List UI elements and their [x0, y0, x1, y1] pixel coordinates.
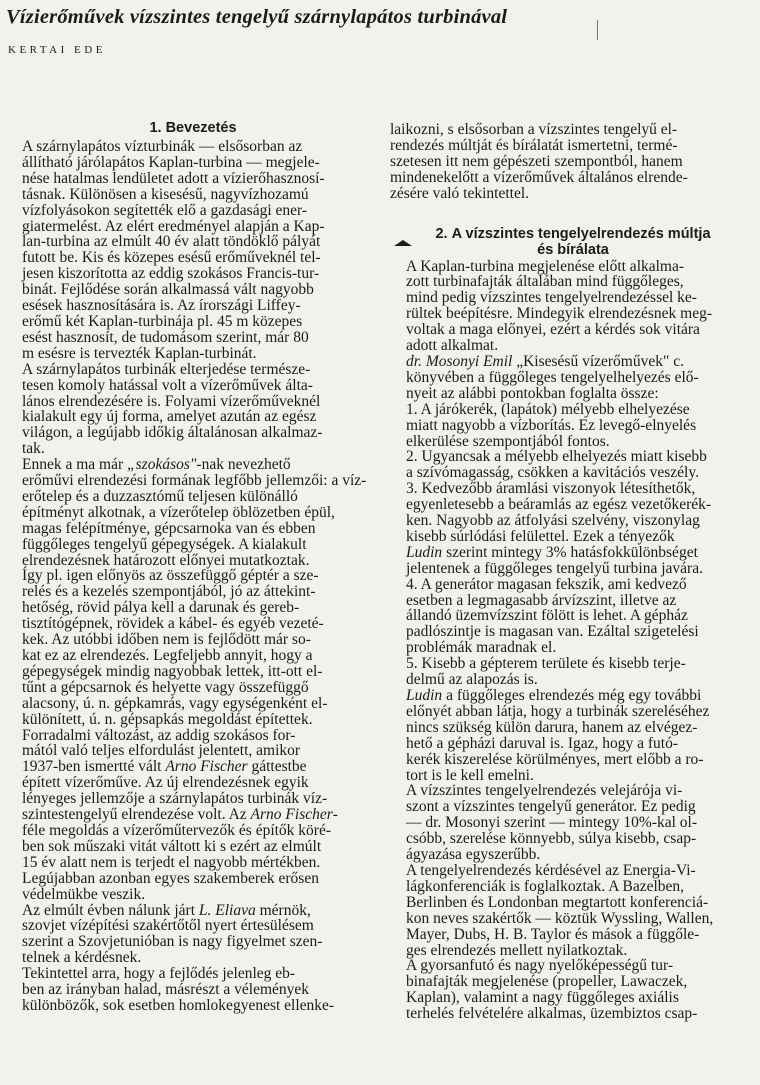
- text-line: épített vízerőműve. Az új elrendezésnek egyik: [22, 774, 309, 792]
- text-line: kisebb súrlódási felülettel. Ezek a tényezők: [406, 527, 675, 545]
- text-line: építményt alkotnak, a vízerőtelep öblözetben épül,: [22, 503, 335, 521]
- text-line: zott turbinafajták általában mind függőleges,: [406, 273, 684, 291]
- text-line: ben sok műszaki vitát váltott ki s ezért az elmúlt: [22, 837, 322, 855]
- text-line: delmű az alapozás is.: [406, 671, 538, 689]
- text-line: kon neves szakértők — köztük Wyssling, Wallen,: [406, 909, 714, 927]
- text-line: Forradalmi változást, az addig szokásos for-: [22, 726, 296, 744]
- margin-mark: [597, 20, 598, 40]
- author-name: KERTAI EDE: [8, 44, 106, 56]
- text-line: szont a vízszintes tengelyű generátor. Ez pedig: [406, 798, 696, 816]
- text-line: elrendezésnek határozott előnyei mutatkoztak.: [22, 551, 310, 569]
- text-line: csóbb, szerelése könnyebb, súlya kisebb, csap-: [406, 830, 697, 848]
- text-line: A szárnylapátos vízturbinák — elsősorban az: [22, 138, 303, 155]
- text-line: vízfolyásokon segítették elő a gazdasági ener-: [22, 201, 308, 219]
- text-line: m esésre is tervezték Kaplan-turbinát.: [22, 344, 257, 362]
- text-line: tort is le kell emelni.: [406, 766, 534, 784]
- paragraph: [6, 457, 380, 727]
- text-line: 1937-ben ismertté vált Arno Fischer gáttestbe: [22, 758, 307, 776]
- text-line: lényeges jellemzője a szárnylapátos turbinák víz-: [22, 790, 328, 808]
- text-line: állítható járólapátos Kaplan-turbina — megjele-: [22, 153, 320, 171]
- text-line: kek. Az utóbbi időben nem is fejlődött már so-: [22, 631, 311, 649]
- section-heading-1: 1. Bevezetés: [149, 120, 237, 136]
- text-line: voltak a maga előnyei, ezért a kérdés sok vitára: [406, 321, 700, 339]
- text-line: hető a gépházi daruval is. Igaz, hogy a futó-: [406, 734, 679, 752]
- text-line: binafajták megjelenése (propeller, Lawaczek,: [406, 973, 688, 991]
- text-line: binát. Fejlődése során alkalmassá vált nagyobb: [22, 281, 314, 299]
- article-title: Vízierőművek vízszintes tengelyű szárnylapátos turbinával: [6, 6, 508, 28]
- text-line: erőművi elrendezési formának legfőbb jellemzői: a víz-: [22, 472, 367, 490]
- text-line: lágkonferenciák is foglalkoztak. A Bazelben,: [406, 877, 685, 895]
- text-line: különített, ú. n. gépsapkás megoldást építettek.: [22, 710, 313, 728]
- text-line: egyenletesebb a beáramlás az egész vezetőkerék-: [406, 496, 712, 514]
- text-line: előnyét abban látja, hogy a turbinák szereléséhez: [406, 702, 710, 720]
- text-line: védelmükbe veszik.: [22, 885, 146, 903]
- text-line: erőtelep és a duzzasztómű teljesen különálló: [22, 487, 298, 505]
- left-column: [6, 120, 380, 1014]
- text-line: ben az irányban halad, másrészt a vélemények: [22, 981, 310, 999]
- text-line: Kaplan), valamint a nagy függőleges axiális: [406, 989, 679, 1007]
- text-line: tesen komoly hatással volt a vízerőművek álta-: [22, 376, 313, 394]
- text-line: padlószintje is magasan van. Ezáltal szigetelési: [406, 623, 699, 641]
- text-line: gépegységek mindig nagyobbak lettek, itt-ott el-: [22, 662, 323, 680]
- text-line: — dr. Mosonyi szerint — mintegy 10%-kal ol-: [406, 814, 698, 832]
- paragraph: [390, 449, 756, 481]
- paragraph: [390, 656, 756, 688]
- text-line: szetesen itt nem gépészeti szempontból, hanem: [390, 152, 683, 170]
- text-line: Így pl. igen előnyös az összefüggő géptér a sze-: [22, 567, 319, 585]
- text-line: tásnak. Különösen a kisesésű, nagyvízhozamú: [22, 185, 309, 203]
- text-line: A szárnylapátos turbinák elterjedése természe-: [22, 360, 311, 378]
- paragraph: [390, 958, 756, 1022]
- text-line: mindenekelőtt a vízerőművek általános elrende-: [390, 168, 688, 186]
- text-line: kat ez az elrendezés. Legfeljebb annyit, hogy a: [22, 647, 313, 664]
- text-line: 5. Kisebb a gépterem területe és kisebb terje-: [406, 655, 686, 673]
- paragraph: [6, 966, 380, 1014]
- paragraph: [390, 481, 756, 576]
- text-line: kialakult egy új forma, amelyet azután az egész: [22, 408, 317, 426]
- text-line: A gyorsanfutó és nagy nyelőképességű tur-: [406, 957, 674, 975]
- text-line: 2. Ugyancsak a mélyebb elhelyezés miatt kisebb: [406, 448, 707, 466]
- text-line: Mayer, Dubs, H. B. Taylor és mások a függőle-: [406, 925, 700, 943]
- text-line: esést hasznosít, de tudomásom szerint, már 80: [22, 328, 309, 346]
- right-column-body: [390, 259, 756, 1023]
- text-line: kerék kiszerelése körülményes, mert előbb a ro-: [406, 750, 704, 768]
- text-line: jelentenek a függőleges tengelyű turbina javára.: [406, 559, 703, 577]
- text-line: Legújabban azonban egyes szakemberek erősen: [22, 869, 319, 887]
- text-line: 3. Kedvezőbb áramlási viszonyok létesíthetők,: [406, 480, 696, 498]
- text-line: tűnt a gépcsarnok és helyette vagy összefüggő: [22, 678, 309, 696]
- text-line: 4. A generátor magasan fekszik, ami kedvező: [406, 575, 687, 593]
- text-line: Berlinben és Londonban megtartott konferenciá-: [406, 893, 709, 911]
- paragraph: [390, 402, 756, 450]
- text-line: Ludin a függőleges elrendezés még egy további: [406, 687, 702, 704]
- paragraph: [390, 259, 756, 354]
- paragraph: [6, 728, 380, 903]
- text-line: hetőség, rövid pálya kell a darunak és gereb-: [22, 599, 300, 617]
- text-line: a szívómagasság, csökken a kavitációs veszély.: [406, 464, 699, 482]
- text-line: nése hatalmas lendületet adott a vízierőhasznosí-: [22, 169, 325, 187]
- text-line: alacsony, ú. n. gépkamrás, vagy egységenként el-: [22, 694, 328, 712]
- text-line: terhelés felvételére alkalmas, üzembiztos csap-: [406, 1005, 698, 1023]
- section-heading-2: [390, 226, 756, 258]
- paragraph: [390, 688, 756, 783]
- text-line: lan-turbina az elmúlt 40 év alatt töndöklő pályát: [22, 233, 321, 251]
- text-line: szovjet vízépítési szakértőtől nyert értesülésem: [22, 917, 314, 935]
- right-column-intro: [390, 122, 756, 202]
- text-line: rendezés múltját és bírálatát ismertetni, termé-: [390, 136, 678, 154]
- paragraph: [390, 577, 756, 657]
- text-line: laikozni, s elsősorban a vízszintes tengelyű el-: [390, 121, 678, 138]
- text-line: relés és a kezelés szempontjából, jó az áttekint-: [22, 583, 316, 601]
- text-line: dr. Mosonyi Emil „Kisesésű vízerőművek" c.: [406, 352, 684, 370]
- section-heading-2-line1: A vízszintes tengelyelrendezés múltja: [451, 225, 711, 242]
- text-line: állandó üzemvízszint fölött is lehet. A gépház: [406, 607, 688, 625]
- text-line: esések hasznosítására is. Az írországi Liffey-: [22, 297, 301, 315]
- text-line: A tengelyelrendezés kérdésével az Energia-Vi-: [406, 861, 696, 879]
- text-line: Tekintettel arra, hogy a fejlődés jelenleg eb-: [22, 965, 296, 983]
- text-line: A Kaplan-turbina megjelenése előtt alkalma-: [406, 257, 685, 275]
- text-line: nincs szükség külön darura, hanem az elvégez-: [406, 718, 698, 736]
- text-line: függőleges tengelyű gépegységek. A kialakult: [22, 535, 307, 553]
- text-line: Ludin szerint mintegy 3% hatásfokkülönbséget: [406, 543, 698, 561]
- text-line: futott be. Kis és közepes esésű erőműveknél tel-: [22, 249, 321, 267]
- paragraph: [6, 139, 380, 362]
- text-line: erőmű két Kaplan-turbinája pl. 45 m közepes: [22, 312, 303, 330]
- text-line: mától való teljes elfordulást jelentett, amikor: [22, 742, 301, 760]
- text-line: nyeit az alábbi pontokban foglalta össze:: [406, 384, 659, 402]
- text-line: giatermelést. Az elért eredményel alapján a Kap-: [22, 217, 325, 235]
- text-line: problémák maradnak el.: [406, 639, 557, 657]
- text-line: jesen kiszorította az eddig szokásos Francis-tur-: [22, 265, 320, 283]
- text-line: Ennek a ma már „szokásos"-nak nevezhető: [22, 456, 291, 474]
- paragraph: [390, 863, 756, 958]
- paragraph: [6, 903, 380, 967]
- paragraph: [6, 362, 380, 457]
- text-line: 15 év alatt nem is terjedt el nagyobb mértékben.: [22, 853, 321, 871]
- text-line: zésére való tekintettel.: [390, 184, 530, 202]
- text-line: féle megoldás a vízerőműtervezők és építők köré-: [22, 821, 332, 839]
- text-line: tisztítógépnek, rövidek a kábel- és egyéb vezeté-: [22, 615, 324, 633]
- text-line: szintestengelyű elrendezése volt. Az Arno Fischer-: [22, 806, 338, 824]
- text-line: esetben a legmagasabb árvízszint, illetve az: [406, 591, 677, 609]
- paragraph: [390, 122, 756, 202]
- text-line: ken. Nagyobb az átfolyási szelvény, viszonylag: [406, 512, 700, 530]
- text-line: ges elrendezés mellett nyilatkoztak.: [406, 941, 628, 959]
- left-column-body: [6, 139, 380, 1014]
- text-line: 1. A járókerék, (lapátok) mélyebb elhelyezése: [406, 400, 690, 418]
- right-column: [390, 122, 756, 1022]
- text-line: lános elrendezésére is. Folyami vízerőműveknél: [22, 392, 321, 410]
- text-line: adott alkalmat.: [406, 337, 499, 355]
- text-line: mind pedig vízszintes tengelyelrendezéssel ke-: [406, 289, 697, 307]
- text-line: Az elmúlt évben nálunk járt L. Eliava mérnök,: [22, 901, 311, 919]
- text-line: A vízszintes tengelyelrendezés velejárója vi-: [406, 782, 683, 800]
- text-line: telnek a kérdésnek.: [22, 949, 142, 967]
- paragraph: [390, 354, 756, 402]
- section-heading-2-line2: és bírálata: [537, 241, 609, 258]
- paragraph: [390, 783, 756, 863]
- text-line: ágyazása egyszerűbb.: [406, 846, 541, 864]
- text-line: rültek beépítésre. Mindegyik elrendezésnek meg-: [406, 305, 713, 323]
- section-heading-2-number: 2.: [435, 225, 448, 242]
- text-line: különbözők, sok esetben homlokegyenest ellenke-: [22, 996, 335, 1014]
- text-line: könyvében a függőleges tengelyelhelyezés elő-: [406, 368, 699, 386]
- text-line: szerint a Szovjetunióban is nagy figyelmet szen-: [22, 933, 323, 951]
- text-line: elkerülése szempontjából fontos.: [406, 432, 610, 450]
- text-line: magas felépítménye, gépcsarnoka van és ebben: [22, 519, 316, 537]
- text-line: tak.: [22, 440, 45, 458]
- text-line: világon, a legújabb időkig általánosan alkalmaz-: [22, 424, 323, 442]
- text-line: miatt nagyobb a vízborítás. Ez levegő-elnyelés: [406, 416, 697, 434]
